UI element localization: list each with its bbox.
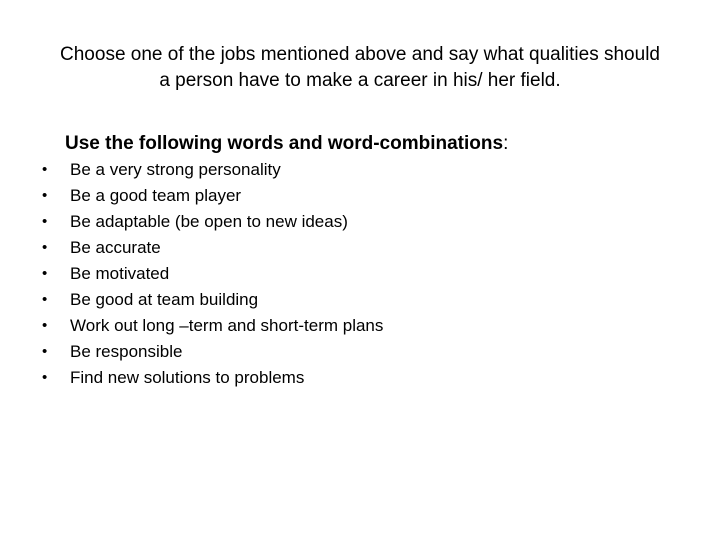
vocabulary-heading (65, 132, 508, 156)
list-item-text: Be motivated (70, 264, 170, 283)
bullet-icon: • (42, 317, 48, 334)
list-item (0, 183, 720, 209)
list-item (0, 235, 720, 261)
vocabulary-list (0, 157, 720, 391)
list-item-text: Be a very strong personality (70, 160, 281, 179)
vocabulary-heading-colon: : (503, 133, 509, 154)
list-item (0, 313, 720, 339)
list-item (0, 287, 720, 313)
list-item-text: Be adaptable (be open to new ideas) (70, 212, 348, 231)
list-item (0, 339, 720, 365)
bullet-icon: • (42, 291, 48, 308)
list-item-text: Work out long –term and short-term plans (70, 316, 384, 335)
task-instructions-line-2: a person have to make a career in his/ her field. (159, 70, 561, 91)
list-item-text: Be good at team building (70, 290, 259, 309)
bullet-icon: • (42, 343, 48, 360)
task-instructions-line-1: Choose one of the jobs mentioned above and say what qualities should (60, 44, 660, 65)
list-item-text: Be a good team player (70, 186, 242, 205)
list-item (0, 157, 720, 183)
bullet-icon: • (42, 369, 48, 386)
bullet-icon: • (42, 187, 48, 204)
bullet-icon: • (42, 161, 48, 178)
list-item (0, 365, 720, 391)
list-item-text: Be responsible (70, 342, 183, 361)
list-item (0, 261, 720, 287)
task-instructions (30, 42, 690, 94)
list-item-text: Be accurate (70, 238, 161, 257)
bullet-icon: • (42, 239, 48, 256)
bullet-icon: • (42, 265, 48, 282)
bullet-icon: • (42, 213, 48, 230)
list-item-text: Find new solutions to problems (70, 368, 305, 387)
vocabulary-heading-text: Use the following words and word-combinations (65, 133, 504, 154)
list-item (0, 209, 720, 235)
